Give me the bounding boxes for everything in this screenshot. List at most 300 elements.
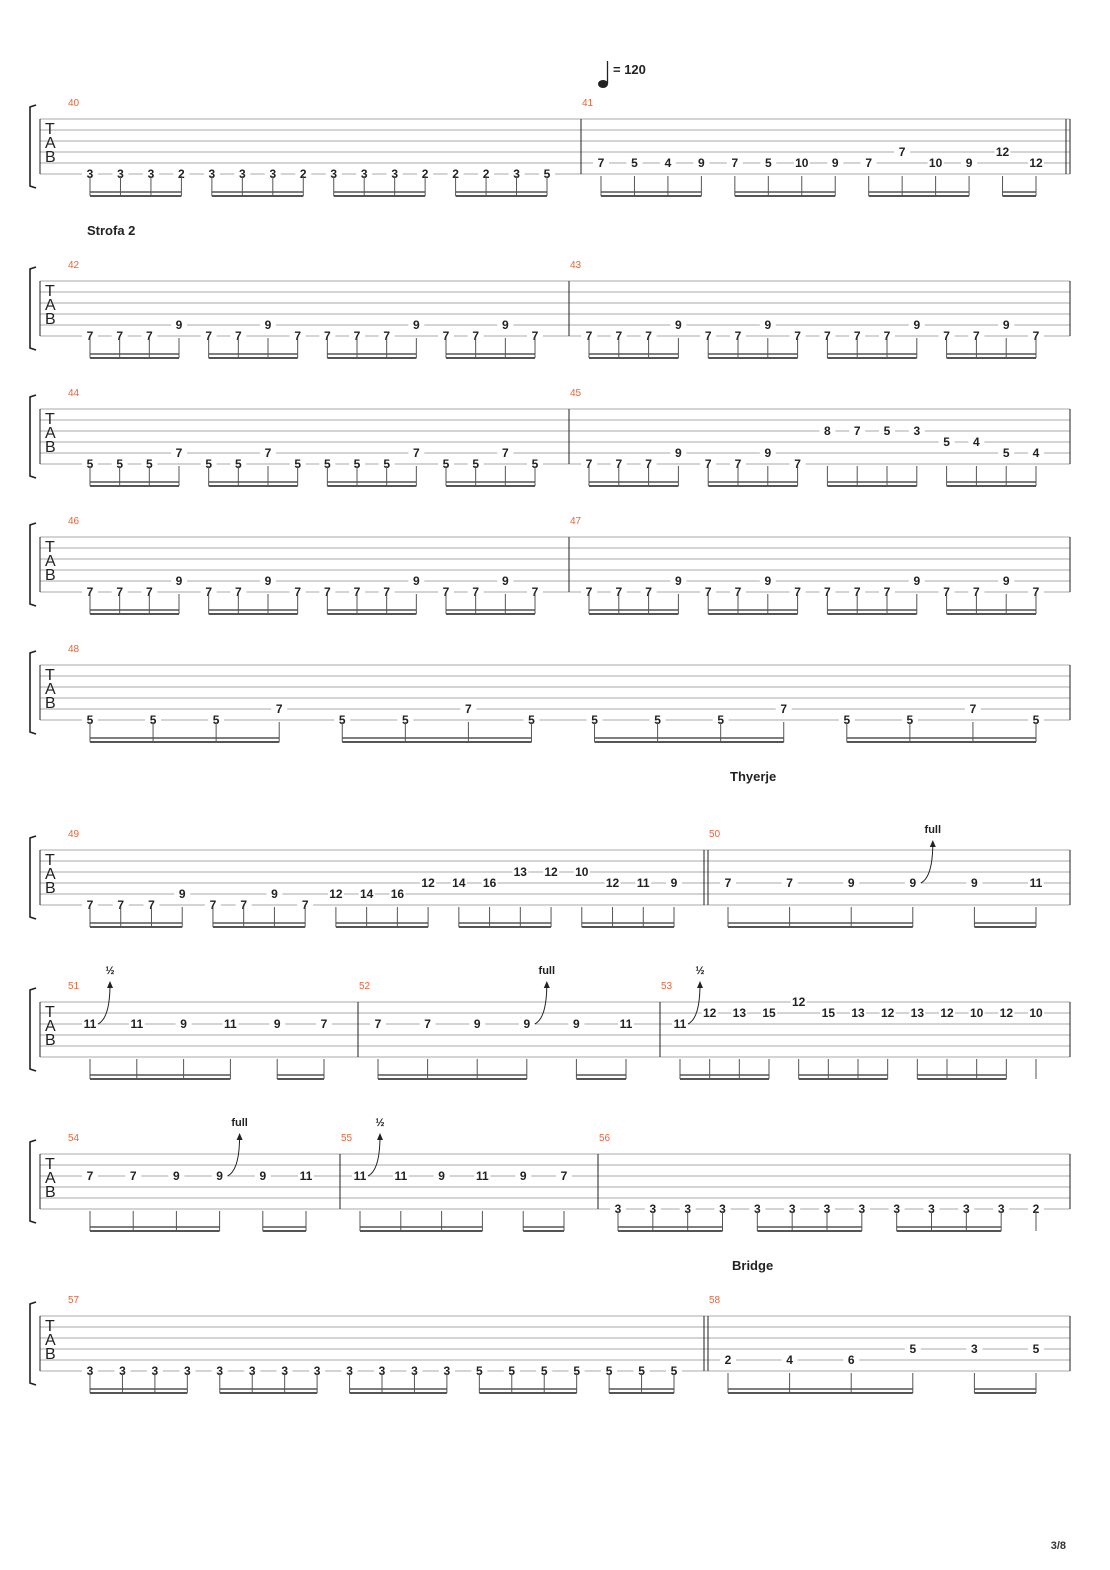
fret-number: 10 (1029, 1006, 1043, 1020)
fret-number: 4 (664, 156, 672, 170)
fret-number: 5 (212, 713, 220, 727)
fret-number: 3 (443, 1364, 451, 1378)
fret-number: 5 (605, 1364, 613, 1378)
fret-number: 11 (476, 1169, 489, 1183)
fret-number: 7 (645, 457, 652, 471)
fret-number: 9 (1002, 574, 1010, 588)
measure (68, 516, 543, 614)
measure-number: 48 (68, 644, 80, 655)
fret-number: 5 (323, 457, 331, 471)
fret-number: 9 (971, 876, 978, 890)
measure-number: 57 (68, 1295, 80, 1306)
bend-arrowhead (237, 1133, 243, 1140)
fret-number: 7 (205, 585, 213, 599)
tab-clef-letter: B (45, 1346, 56, 1363)
page-number: 3/8 (1050, 1540, 1066, 1552)
fret-number: 7 (86, 1169, 94, 1183)
fret-number: 3 (823, 1202, 831, 1216)
tab-clef-letter: B (45, 149, 56, 166)
fret-number: 2 (452, 167, 459, 181)
fret-number: 7 (145, 329, 153, 343)
fret-number: 12 (702, 1006, 717, 1020)
fret-number: 12 (940, 1006, 954, 1020)
fret-number: 7 (780, 702, 788, 716)
fret-number: 7 (234, 329, 242, 343)
fret-number: 16 (390, 887, 405, 901)
fret-number: 3 (378, 1364, 386, 1378)
fret-number: 7 (117, 898, 125, 912)
fret-number: 7 (383, 329, 391, 343)
fret-number: 3 (119, 1364, 126, 1378)
tab-system (30, 1295, 1070, 1393)
fret-number: 9 (178, 887, 186, 901)
fret-number: 3 (411, 1364, 418, 1378)
fret-number: 3 (147, 167, 155, 181)
fret-number: 5 (294, 457, 302, 471)
fret-number: 9 (412, 574, 420, 588)
fret-number: 12 (329, 887, 343, 901)
fret-number: 9 (216, 1169, 223, 1183)
fret-number: 2 (421, 167, 429, 181)
fret-number: 6 (847, 1353, 855, 1367)
tab-clef-letter: T (45, 411, 55, 428)
measure (68, 98, 555, 196)
fret-number: 7 (734, 585, 742, 599)
tab-system (30, 98, 1070, 196)
fret-number: 7 (597, 156, 605, 170)
fret-number: 13 (851, 1006, 865, 1020)
fret-number: 5 (670, 1364, 678, 1378)
fret-number: 7 (865, 156, 873, 170)
fret-number: 11 (619, 1017, 633, 1031)
fret-number: 9 (1002, 318, 1010, 332)
fret-number: 7 (442, 585, 450, 599)
tab-clef-letter: A (45, 553, 56, 570)
measure (359, 965, 634, 1079)
measure-number: 42 (68, 260, 80, 271)
fret-number: 14 (452, 876, 466, 890)
fret-number: 5 (442, 457, 450, 471)
fret-number: 9 (473, 1017, 481, 1031)
fret-number: 7 (853, 329, 861, 343)
fret-number: 13 (732, 1006, 747, 1020)
fret-number: 9 (909, 876, 917, 890)
fret-number: 5 (205, 457, 213, 471)
fret-number: 9 (675, 318, 682, 332)
fret-number: 7 (786, 876, 793, 890)
fret-number: 9 (764, 574, 772, 588)
fret-number: 3 (858, 1202, 866, 1216)
tab-clef-letter: T (45, 283, 55, 300)
fret-number: 7 (209, 898, 217, 912)
measure (68, 1295, 682, 1393)
fret-number: 9 (412, 318, 420, 332)
fret-number: 12 (999, 1006, 1014, 1020)
fret-number: 3 (183, 1364, 191, 1378)
fret-number: 3 (151, 1364, 159, 1378)
fret-number: 10 (928, 156, 943, 170)
measure-number: 46 (68, 516, 80, 527)
tab-system (30, 965, 1070, 1079)
tab-clef-letter: A (45, 135, 56, 152)
fret-number: 7 (585, 457, 593, 471)
fret-number: 8 (824, 424, 831, 438)
fret-number: 7 (883, 329, 891, 343)
fret-number: 12 (421, 876, 435, 890)
fret-number: 5 (1032, 713, 1040, 727)
system-bracket (30, 105, 36, 188)
measure-number: 51 (68, 981, 80, 992)
fret-number: 7 (275, 702, 283, 716)
fret-number: 11 (83, 1017, 97, 1031)
fret-number: 16 (482, 876, 497, 890)
fret-number: 3 (346, 1364, 353, 1378)
fret-number: 3 (238, 167, 246, 181)
measure (68, 829, 682, 927)
fret-number: 3 (684, 1202, 692, 1216)
fret-number: 7 (472, 329, 480, 343)
fret-number: 12 (880, 1006, 895, 1020)
fret-number: 2 (482, 167, 490, 181)
measure-number: 49 (68, 829, 80, 840)
fret-number: 5 (353, 457, 361, 471)
fret-number: 7 (943, 329, 950, 343)
fret-number: 5 (116, 457, 124, 471)
measure-number: 40 (68, 98, 80, 109)
fret-number: 9 (259, 1169, 267, 1183)
fret-number: 3 (360, 167, 368, 181)
fret-number: 5 (149, 713, 157, 727)
fret-number: 12 (995, 145, 1010, 159)
bend-arrowhead (930, 840, 936, 847)
tab-clef-letter: T (45, 539, 55, 556)
bend-arrow (688, 984, 700, 1024)
fret-number: 7 (794, 329, 801, 343)
measure-number: 50 (709, 829, 721, 840)
fret-number: 3 (281, 1364, 289, 1378)
fret-number: 7 (531, 329, 539, 343)
measure (570, 516, 1044, 614)
fret-number: 9 (764, 446, 772, 460)
fret-number: 7 (794, 585, 801, 599)
fret-number: 7 (383, 585, 391, 599)
measure (661, 965, 1044, 1079)
fret-number: 12 (1029, 156, 1043, 170)
fret-number: 7 (465, 702, 472, 716)
fret-number: 7 (615, 585, 623, 599)
tab-clef-letter: B (45, 567, 56, 584)
measure (709, 1295, 1044, 1393)
fret-number: 3 (913, 424, 921, 438)
fret-number: 9 (670, 876, 678, 890)
fret-number: 5 (86, 713, 94, 727)
fret-number: 7 (898, 145, 906, 159)
fret-number: 7 (148, 898, 155, 912)
fret-number: 9 (501, 318, 509, 332)
fret-number: 7 (145, 585, 153, 599)
fret-number: 7 (323, 329, 331, 343)
fret-number: 13 (513, 865, 527, 879)
fret-number: 5 (764, 156, 772, 170)
fret-number: 7 (301, 898, 309, 912)
fret-number: 7 (86, 898, 94, 912)
tab-clef-letter: B (45, 695, 56, 712)
tab-clef-letter: T (45, 121, 55, 138)
fret-number: 7 (240, 898, 248, 912)
fret-number: 9 (831, 156, 839, 170)
tab-clef-letter: A (45, 1170, 56, 1187)
tab-clef-letter: T (45, 1004, 55, 1021)
fret-number: 3 (513, 167, 520, 181)
fret-number: 5 (475, 1364, 483, 1378)
fret-number: 7 (645, 329, 652, 343)
fret-number: 9 (913, 574, 921, 588)
measure-number: 54 (68, 1133, 80, 1144)
fret-number: 5 (401, 713, 409, 727)
fret-number: 4 (786, 1353, 793, 1367)
measure-number: 47 (570, 516, 582, 527)
fret-number: 12 (544, 865, 558, 879)
tab-clef-letter: B (45, 439, 56, 456)
fret-number: 3 (117, 167, 124, 181)
fret-number: 7 (86, 585, 94, 599)
fret-number: 9 (523, 1017, 531, 1031)
fret-number: 10 (795, 156, 809, 170)
fret-number: 7 (794, 457, 801, 471)
fret-number: 3 (788, 1202, 796, 1216)
measure-number: 53 (661, 981, 673, 992)
fret-number: 3 (269, 167, 277, 181)
fret-number: 3 (893, 1202, 901, 1216)
section-label: Strofa 2 (87, 223, 136, 238)
system-bracket (30, 1302, 36, 1385)
tab-system (30, 388, 1070, 486)
section-label: Bridge (732, 1258, 774, 1273)
fret-number: 5 (508, 1364, 516, 1378)
fret-number: 11 (224, 1017, 237, 1031)
bend-label: ½ (105, 965, 115, 977)
tab-clef-letter: A (45, 866, 56, 883)
fret-number: 9 (175, 318, 183, 332)
fret-number: 13 (910, 1006, 925, 1020)
fret-number: 7 (704, 585, 712, 599)
bend-arrowhead (544, 981, 550, 988)
fret-number: 7 (645, 585, 652, 599)
tab-clef-letter: T (45, 852, 55, 869)
fret-number: 3 (248, 1364, 256, 1378)
fret-number: 3 (753, 1202, 761, 1216)
tab-clef-letter: A (45, 1332, 56, 1349)
fret-number: 11 (673, 1017, 687, 1031)
measure-number: 55 (341, 1133, 353, 1144)
measure (570, 388, 1044, 486)
fret-number: 7 (374, 1017, 382, 1031)
fret-number: 5 (654, 713, 661, 727)
fret-number: 5 (540, 1364, 548, 1378)
fret-number: 2 (724, 1353, 732, 1367)
fret-number: 9 (675, 446, 682, 460)
fret-number: 9 (501, 574, 509, 588)
fret-number: 7 (1032, 329, 1040, 343)
fret-number: 3 (208, 167, 216, 181)
fret-number: 9 (264, 318, 272, 332)
bend-label: ½ (695, 965, 705, 977)
fret-number: 7 (412, 446, 420, 460)
tab-clef-letter: T (45, 667, 55, 684)
fret-number: 5 (943, 435, 950, 449)
fret-number: 9 (675, 574, 682, 588)
fret-number: 9 (519, 1169, 527, 1183)
quarter-note-icon (598, 80, 608, 88)
system-bracket (30, 267, 36, 350)
fret-number: 7 (853, 424, 861, 438)
tab-clef-letter: A (45, 1018, 56, 1035)
fret-number: 2 (1032, 1202, 1040, 1216)
bend-arrowhead (697, 981, 703, 988)
fret-number: 9 (180, 1017, 187, 1031)
fret-number: 11 (353, 1169, 367, 1183)
fret-number: 5 (472, 457, 480, 471)
measure (68, 965, 332, 1079)
fret-number: 9 (965, 156, 973, 170)
fret-number: 7 (116, 585, 124, 599)
system-bracket (30, 836, 36, 919)
fret-number: 4 (1032, 446, 1040, 460)
tab-clef-letter: T (45, 1156, 55, 1173)
system-bracket (30, 523, 36, 606)
fret-number: 11 (636, 876, 650, 890)
tempo-value: = 120 (613, 62, 646, 77)
fret-number: 7 (323, 585, 331, 599)
measure (582, 98, 1044, 196)
fret-number: 7 (205, 329, 213, 343)
fret-number: 5 (338, 713, 346, 727)
fret-number: 5 (573, 1364, 581, 1378)
bend-arrowhead (107, 981, 113, 988)
bend-arrow (98, 984, 110, 1024)
fret-number: 7 (734, 457, 742, 471)
fret-number: 3 (719, 1202, 726, 1216)
tab-clef-letter: B (45, 1184, 56, 1201)
fret-number: 3 (216, 1364, 224, 1378)
fret-number: 5 (145, 457, 153, 471)
fret-number: 7 (824, 329, 831, 343)
fret-number: 7 (294, 585, 302, 599)
fret-number: 7 (86, 329, 94, 343)
fret-number: 9 (847, 876, 855, 890)
fret-number: 14 (359, 887, 374, 901)
fret-number: 7 (724, 876, 732, 890)
fret-number: 7 (501, 446, 509, 460)
fret-number: 11 (299, 1169, 313, 1183)
measure (570, 260, 1044, 358)
measure (68, 388, 543, 486)
measure-number: 56 (599, 1133, 611, 1144)
fret-number: 11 (130, 1017, 144, 1031)
fret-number: 2 (178, 167, 185, 181)
fret-number: 5 (383, 457, 391, 471)
tab-clef-letter: A (45, 297, 56, 314)
fret-number: 7 (294, 329, 302, 343)
bend-arrowhead (377, 1133, 383, 1140)
fret-number: 7 (883, 585, 891, 599)
fret-number: 9 (913, 318, 921, 332)
fret-number: 5 (86, 457, 94, 471)
fret-number: 7 (853, 585, 861, 599)
measure (599, 1133, 1044, 1231)
fret-number: 7 (353, 329, 361, 343)
fret-number: 9 (698, 156, 705, 170)
fret-number: 7 (585, 329, 593, 343)
bend-label: ½ (375, 1117, 385, 1129)
tab-system (30, 516, 1070, 614)
tab-clef-letter: A (45, 681, 56, 698)
fret-number: 11 (1029, 876, 1043, 890)
fret-number: 7 (353, 585, 361, 599)
system-bracket (30, 395, 36, 478)
measure-number: 58 (709, 1295, 721, 1306)
fret-number: 7 (969, 702, 977, 716)
tab-clef-letter: A (45, 425, 56, 442)
measure (709, 824, 1044, 927)
fret-number: 7 (129, 1169, 137, 1183)
fret-number: 3 (86, 167, 94, 181)
fret-number: 10 (575, 865, 589, 879)
fret-number: 9 (175, 574, 183, 588)
fret-number: 9 (273, 1017, 281, 1031)
fret-number: 7 (1032, 585, 1040, 599)
measure-number: 44 (68, 388, 80, 399)
fret-number: 7 (973, 329, 980, 343)
measure (68, 260, 543, 358)
fret-number: 5 (717, 713, 725, 727)
measure-number: 45 (570, 388, 582, 399)
fret-number: 5 (1032, 1342, 1040, 1356)
fret-number: 7 (585, 585, 593, 599)
measure (341, 1117, 572, 1231)
fret-number: 5 (1002, 446, 1010, 460)
fret-number: 11 (394, 1169, 408, 1183)
fret-number: 3 (86, 1364, 94, 1378)
fret-number: 7 (424, 1017, 431, 1031)
bend-arrow (368, 1136, 380, 1176)
fret-number: 9 (573, 1017, 580, 1031)
fret-number: 5 (909, 1342, 917, 1356)
bend-label: full (231, 1117, 248, 1129)
bend-label: full (538, 965, 556, 977)
fret-number: 5 (906, 713, 914, 727)
fret-number: 7 (615, 457, 623, 471)
fret-number: 3 (330, 167, 338, 181)
fret-number: 7 (731, 156, 739, 170)
fret-number: 5 (543, 167, 551, 181)
fret-number: 7 (234, 585, 242, 599)
fret-number: 5 (528, 713, 535, 727)
bend-arrow (535, 984, 547, 1024)
fret-number: 5 (638, 1364, 645, 1378)
measure (68, 644, 1044, 742)
system-bracket (30, 651, 36, 734)
fret-number: 9 (764, 318, 772, 332)
tempo-marking (598, 61, 646, 88)
fret-number: 12 (605, 876, 620, 890)
fret-number: 5 (883, 424, 891, 438)
fret-number: 12 (791, 995, 806, 1009)
tab-clef-letter: B (45, 880, 56, 897)
fret-number: 7 (704, 329, 712, 343)
fret-number: 9 (438, 1169, 445, 1183)
measure (68, 1117, 314, 1231)
